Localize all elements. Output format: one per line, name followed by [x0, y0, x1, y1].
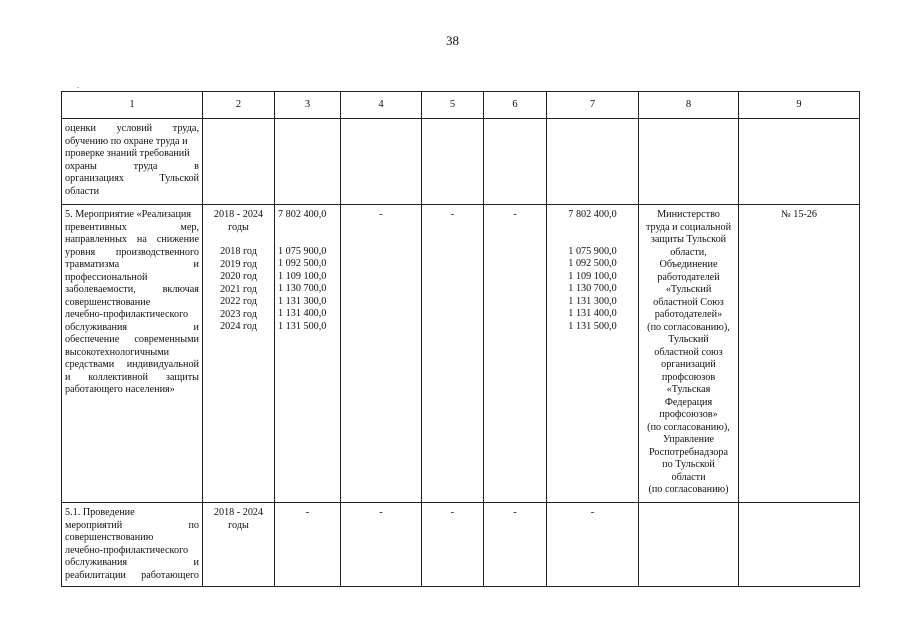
text-line: проверке знаний требований — [65, 148, 190, 159]
program-table — [61, 91, 860, 587]
header-cell-8: 8 — [639, 92, 739, 119]
indicator-reference: № 15-26 — [780, 209, 818, 220]
empty-cell — [739, 119, 860, 205]
activity-5-col6 — [484, 205, 547, 503]
text-line: совершенствованию — [65, 532, 154, 543]
executor-line: области — [671, 471, 706, 483]
text-line: обучению по охране труда и — [65, 135, 188, 147]
activity-5-1-col3 — [275, 503, 341, 587]
activity-5-1-period — [203, 503, 275, 587]
year-value: 1 131 400,0 — [278, 308, 327, 319]
year-value: 1 075 900,0 — [278, 245, 327, 257]
executor-line: области, — [670, 246, 707, 258]
year-label: 2021 год — [220, 283, 257, 295]
text-line: мероприятий по — [65, 519, 199, 531]
activity-5-1-col4 — [341, 503, 422, 587]
executor-line: профсоюзов — [661, 371, 716, 383]
executor-line: по Тульской — [662, 459, 715, 470]
text-line: совершенствование — [65, 296, 151, 308]
header-cell-2: 2 — [203, 92, 275, 119]
text-line: и коллективной защиты — [65, 371, 199, 383]
year-value: 1 130 700,0 — [278, 283, 327, 294]
activity-5-period — [203, 205, 275, 503]
executor-line: (по согласованию) — [648, 484, 729, 495]
text-line: травматизма и — [65, 259, 199, 270]
text-line: обслуживания и — [65, 321, 199, 333]
dash-value: - — [305, 507, 310, 518]
year-label: 2023 год — [220, 308, 257, 320]
activity-5-reference — [739, 205, 860, 503]
year-value: 1 075 900,0 — [568, 245, 617, 257]
empty-cell — [422, 119, 484, 205]
text-line: реабилитации работающего — [65, 569, 199, 581]
text-line: 5.1. Проведение — [65, 507, 135, 518]
year-label: 2024 год — [220, 321, 257, 332]
header-cell-3: 3 — [275, 92, 341, 119]
text-line: уровня производственного — [65, 246, 199, 258]
page-number: 38 — [446, 33, 459, 48]
text-line: обслуживания и — [65, 557, 199, 568]
table-row-continuation — [62, 119, 860, 205]
text-line: направленных на снижение — [65, 234, 199, 245]
executor-line: областной Союз — [653, 296, 724, 308]
activity-5-description — [62, 205, 203, 503]
text-line: средствами индивидуальной — [65, 359, 199, 370]
activity-5-col4 — [341, 205, 422, 503]
empty-cell — [547, 119, 639, 205]
year-value: 1 109 100,0 — [568, 270, 617, 282]
year-value: 1 092 500,0 — [278, 258, 327, 269]
executor-line: Объединение — [659, 259, 718, 270]
text-line: превентивных мер, — [65, 221, 199, 233]
text-line: организациях Тульской — [65, 173, 199, 184]
table-row-activity-5 — [62, 205, 860, 503]
empty-cell — [739, 503, 860, 587]
year-value: 1 131 300,0 — [278, 295, 327, 307]
executor-line: Министерство — [657, 209, 720, 220]
year-label: 2018 год — [220, 246, 257, 257]
text-line: 5. Мероприятие «Реализация — [65, 209, 192, 220]
year-value: 1 092 500,0 — [568, 258, 617, 269]
text-line: области — [65, 185, 100, 197]
total-value: 7 802 400,0 — [568, 209, 617, 220]
period-text: 2018 - 2024 — [213, 507, 264, 518]
executor-line: Роспотребнадзора — [648, 446, 729, 458]
dash-value: - — [450, 209, 455, 220]
text-line: лечебно-профилактического — [65, 309, 189, 320]
empty-cell — [203, 119, 275, 205]
activity-5-col5 — [422, 205, 484, 503]
executor-line: областной союз — [654, 346, 723, 358]
empty-cell — [484, 119, 547, 205]
header-cell-5: 5 — [422, 92, 484, 119]
year-label: 2020 год — [220, 271, 257, 282]
year-label: 2019 год — [220, 258, 257, 270]
executor-line: Тульский — [668, 334, 709, 345]
executor-line: работодателей — [657, 271, 720, 283]
period-text: годы — [228, 221, 249, 233]
text-line: обеспечение современными — [65, 334, 199, 345]
executor-line: Федерация — [664, 396, 713, 408]
empty-cell — [341, 119, 422, 205]
dash-value: - — [513, 507, 517, 518]
executor-line: профсоюзов» — [659, 409, 718, 420]
period-text: 2018 - 2024 — [213, 209, 264, 220]
activity-5-col7-values — [547, 205, 639, 503]
executor-line: (по согласованию), — [647, 421, 730, 433]
continuation-description — [62, 119, 203, 205]
text-line: оценки условий труда, — [65, 123, 199, 134]
text-line: охраны труда в — [65, 160, 199, 172]
executor-line: «Тульская — [666, 384, 711, 395]
executor-line: работодателей» — [654, 309, 723, 320]
activity-5-1-col6 — [484, 503, 547, 587]
text-line: лечебно-профилактического — [65, 544, 189, 556]
year-value: 1 131 400,0 — [568, 308, 617, 319]
table-row-activity-5-1 — [62, 503, 860, 587]
year-label: 2022 год — [220, 296, 257, 307]
period-text: годы — [228, 519, 249, 531]
header-cell-4: 4 — [341, 92, 422, 119]
activity-5-1-col7 — [547, 503, 639, 587]
executor-line: (по согласованию), — [647, 321, 730, 333]
activity-5-col3-values — [275, 205, 341, 503]
year-value: 1 131 500,0 — [278, 320, 327, 332]
dash-value: - — [590, 507, 595, 518]
header-cell-9: 9 — [739, 92, 860, 119]
text-line: профессиональной — [65, 271, 148, 283]
table-header-row — [62, 92, 860, 119]
empty-cell — [639, 119, 739, 205]
dash-value: - — [379, 209, 383, 220]
header-cell-6: 6 — [484, 92, 547, 119]
activity-5-executors — [639, 205, 739, 503]
year-value: 1 131 500,0 — [568, 320, 617, 332]
text-line: высокотехнологичными — [65, 346, 170, 358]
stray-mark: - — [77, 83, 80, 91]
executor-line: «Тульский — [665, 284, 712, 295]
dash-value: - — [450, 507, 455, 518]
executor-line: защиты Тульской — [650, 234, 727, 245]
executor-line: труда и социальной — [645, 221, 732, 233]
year-value: 1 109 100,0 — [278, 270, 327, 282]
dash-value: - — [379, 507, 383, 518]
year-value: 1 131 300,0 — [568, 295, 617, 307]
total-value: 7 802 400,0 — [278, 209, 327, 220]
header-cell-1: 1 — [62, 92, 203, 119]
activity-5-1-col5 — [422, 503, 484, 587]
executor-line: Управление — [662, 434, 715, 445]
header-cell-7: 7 — [547, 92, 639, 119]
text-line: заболеваемости, включая — [65, 284, 199, 295]
empty-cell — [639, 503, 739, 587]
year-value: 1 130 700,0 — [568, 283, 617, 294]
activity-5-1-description — [62, 503, 203, 587]
empty-cell — [275, 119, 341, 205]
dash-value: - — [513, 209, 517, 220]
executor-line: организаций — [661, 359, 716, 370]
text-line: работающего населения» — [65, 384, 175, 395]
